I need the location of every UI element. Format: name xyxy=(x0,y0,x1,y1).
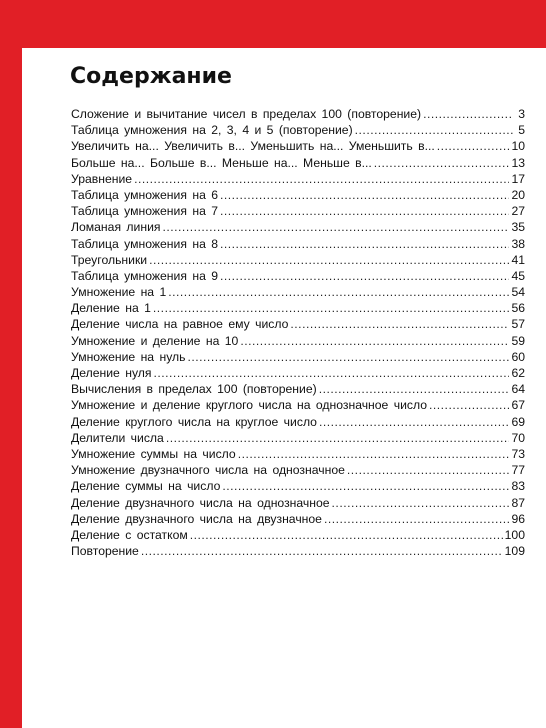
dot-leader xyxy=(374,155,510,171)
toc-entry-page-number: 27 xyxy=(511,204,525,219)
toc-entry xyxy=(71,316,525,332)
toc-entry xyxy=(71,365,525,381)
toc-entry-page-number: 73 xyxy=(511,446,525,461)
toc-entry xyxy=(71,397,525,413)
toc-entry-page-number: 20 xyxy=(511,187,525,202)
toc-entry xyxy=(71,527,525,543)
toc-entry-title: Деление двузначного числа на двузначное xyxy=(71,511,322,526)
dot-leader xyxy=(134,171,509,187)
toc-entry xyxy=(71,203,525,219)
toc-entry-title: Больше на... Больше в... Меньше на... Меньше в... xyxy=(71,155,372,170)
toc-entry-title: Деление суммы на число xyxy=(71,479,221,494)
dot-leader xyxy=(220,268,509,284)
toc-entry-title: Умножение и деление круглого числа на однозначное число xyxy=(71,398,428,413)
toc-entry xyxy=(71,349,525,365)
toc-entry-title: Вычисления в пределах 100 (повторение) xyxy=(71,382,317,397)
toc-entry-title: Повторение xyxy=(71,544,139,559)
toc-entry xyxy=(71,511,525,527)
toc-entry-title: Таблица умножения на 2, 3, 4 и 5 (повторение) xyxy=(71,123,353,138)
toc-entry xyxy=(71,414,525,430)
toc-entry xyxy=(71,333,525,349)
toc-entry-title: Деление числа на равное ему число xyxy=(71,317,289,332)
table-of-contents xyxy=(71,106,525,559)
toc-entry xyxy=(71,446,525,462)
dot-leader xyxy=(154,365,510,381)
dot-leader xyxy=(153,300,510,316)
dot-leader xyxy=(222,478,509,494)
toc-entry-title: Умножение двузначного числа на однозначное xyxy=(71,463,345,478)
dot-leader xyxy=(324,511,509,527)
dot-leader xyxy=(319,414,509,430)
toc-entry-page-number: 60 xyxy=(511,349,525,364)
left-color-band xyxy=(0,48,22,728)
dot-leader xyxy=(423,106,513,122)
toc-entry-title: Деление двузначного числа на однозначное xyxy=(71,495,330,510)
dot-leader xyxy=(240,333,509,349)
top-color-band xyxy=(0,0,546,48)
dot-leader xyxy=(188,349,510,365)
toc-entry-title: Деление нуля xyxy=(71,366,152,380)
toc-entry xyxy=(71,430,525,446)
toc-entry-page-number: 45 xyxy=(511,268,525,283)
dot-leader xyxy=(355,122,513,138)
toc-entry-title: Таблица умножения на 8 xyxy=(71,236,219,251)
toc-entry xyxy=(71,155,525,171)
toc-entry-page-number: 67 xyxy=(511,398,525,413)
toc-entry-page-number: 56 xyxy=(511,301,525,316)
toc-entry xyxy=(71,268,525,284)
dot-leader xyxy=(149,252,509,268)
toc-entry-title: Деление круглого числа на круглое число xyxy=(71,414,317,429)
toc-entry xyxy=(71,543,525,559)
dot-leader xyxy=(220,187,509,203)
toc-entry-page-number: 3 xyxy=(518,107,525,121)
toc-entry-page-number: 38 xyxy=(511,236,525,251)
toc-entry-title: Делители числа xyxy=(71,430,164,445)
toc-entry xyxy=(71,462,525,478)
toc-entry-page-number: 83 xyxy=(511,479,525,494)
dot-leader xyxy=(238,446,510,462)
dot-leader xyxy=(163,219,510,235)
toc-entry-page-number: 64 xyxy=(511,382,525,397)
toc-entry xyxy=(71,122,525,138)
toc-entry-title: Умножение на нуль xyxy=(71,349,186,364)
dot-leader xyxy=(347,462,510,478)
dot-leader xyxy=(429,397,509,413)
toc-entry xyxy=(71,171,525,187)
dot-leader xyxy=(220,236,509,252)
dot-leader xyxy=(220,203,509,219)
toc-entry-page-number: 54 xyxy=(511,285,525,300)
toc-entry xyxy=(71,478,525,494)
toc-entry-page-number: 59 xyxy=(511,333,525,348)
dot-leader xyxy=(319,381,510,397)
toc-entry-page-number: 109 xyxy=(504,544,525,559)
toc-entry xyxy=(71,106,525,122)
toc-entry xyxy=(71,187,525,203)
toc-entry-page-number: 62 xyxy=(511,366,525,380)
toc-entry-page-number: 35 xyxy=(511,220,525,235)
toc-entry-page-number: 41 xyxy=(511,252,525,267)
toc-entry-title: Таблица умножения на 9 xyxy=(71,268,219,283)
toc-entry-title: Треугольники xyxy=(71,252,148,267)
toc-entry xyxy=(71,252,525,268)
toc-entry xyxy=(71,495,525,511)
toc-entry xyxy=(71,236,525,252)
dot-leader xyxy=(437,138,510,154)
toc-entry-title: Деление с остатком xyxy=(71,527,188,542)
toc-entry-title: Таблица умножения на 6 xyxy=(71,187,219,202)
toc-entry-page-number: 100 xyxy=(504,527,525,542)
toc-entry-title: Ломаная линия xyxy=(71,220,161,235)
toc-entry-page-number: 13 xyxy=(511,155,525,170)
dot-leader xyxy=(190,527,503,543)
toc-entry-title: Деление на 1 xyxy=(71,301,151,316)
toc-entry-page-number: 87 xyxy=(511,495,525,510)
toc-entry-title: Таблица умножения на 7 xyxy=(71,204,219,219)
dot-leader xyxy=(332,495,510,511)
toc-entry-page-number: 17 xyxy=(511,171,525,186)
contents-page xyxy=(22,48,546,728)
toc-entry-title: Умножение на 1 xyxy=(71,285,167,300)
toc-entry xyxy=(71,284,525,300)
toc-entry xyxy=(71,381,525,397)
toc-entry-page-number: 96 xyxy=(511,511,525,526)
toc-entry xyxy=(71,219,525,235)
toc-entry-title: Умножение суммы на число xyxy=(71,446,236,461)
dot-leader xyxy=(290,316,509,332)
toc-entry-title: Умножение и деление на 10 xyxy=(71,333,239,348)
toc-entry xyxy=(71,138,525,154)
dot-leader xyxy=(141,543,503,559)
page-title: Содержание xyxy=(70,64,232,89)
toc-entry-page-number: 5 xyxy=(518,123,525,138)
toc-entry-page-number: 69 xyxy=(511,414,525,429)
toc-entry-page-number: 77 xyxy=(511,463,525,478)
toc-entry-title: Увеличить на... Увеличить в... Уменьшить на... Уменьшить в... xyxy=(71,139,435,154)
toc-entry-title: Уравнение xyxy=(71,171,133,186)
toc-entry-page-number: 70 xyxy=(511,430,525,445)
toc-entry-page-number: 57 xyxy=(511,317,525,332)
toc-entry-page-number: 10 xyxy=(511,139,525,154)
dot-leader xyxy=(168,284,509,300)
dot-leader xyxy=(166,430,510,446)
toc-entry-title: Сложение и вычитание чисел в пределах 100 (повторение) xyxy=(71,107,422,121)
toc-entry xyxy=(71,300,525,316)
